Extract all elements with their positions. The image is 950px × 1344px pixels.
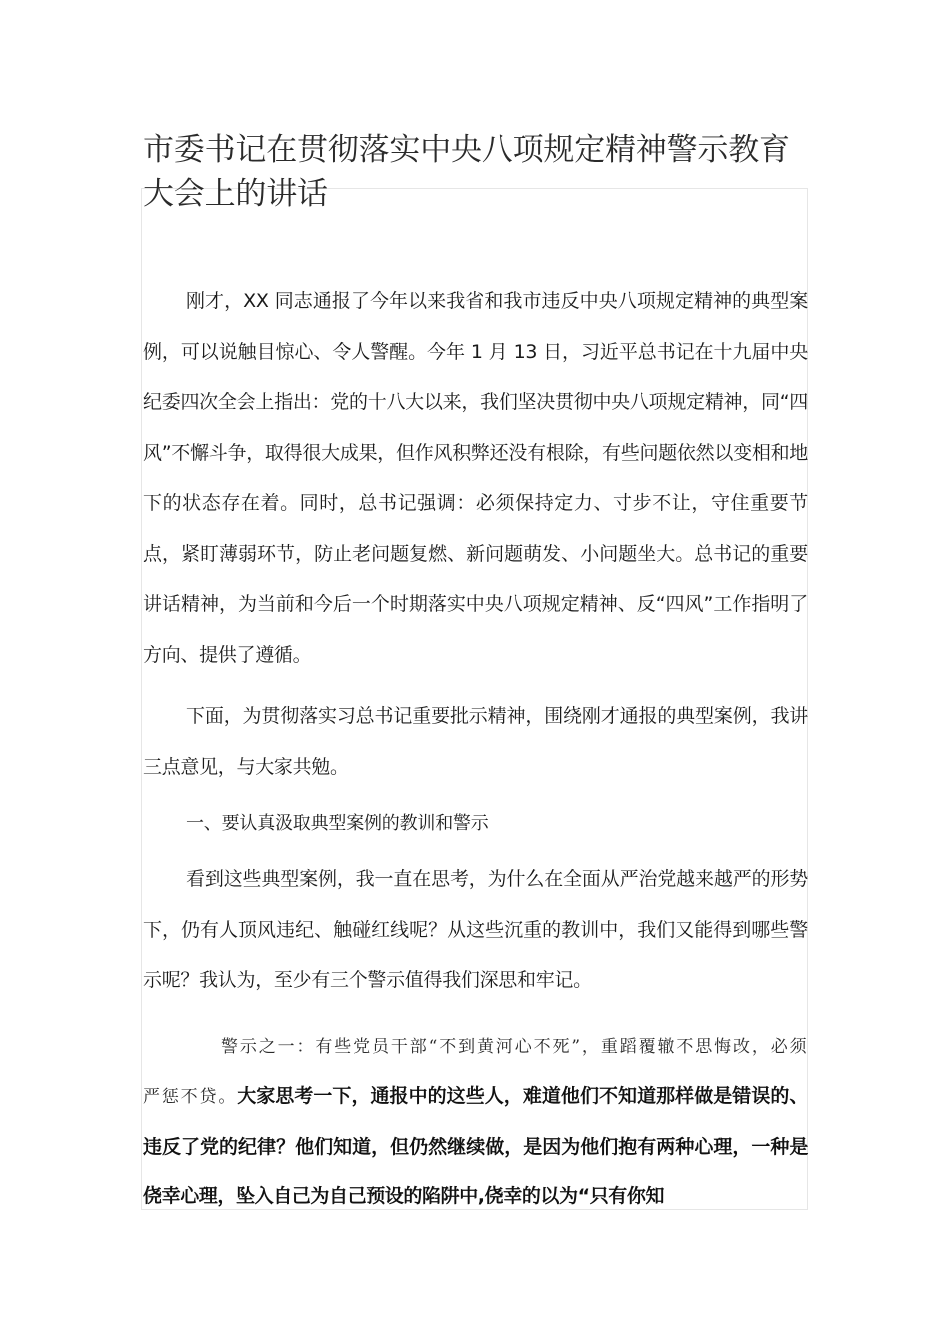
warning-body: 大家思考一下，通报中的这些人，难道他们不知道那样做是错误的、违反了党的纪律？他们知道，但仍然继续做，是因为他们抱有两种心理，一种是侥幸心理，坠入自己为自己预设的陷阱中,侥幸的以为“只有你知 [143,1085,809,1207]
section-heading: 一、要认真汲取典型案例的教训和警示 [186,813,489,834]
paragraph-outline: 下面，为贯彻落实习总书记重要批示精神，围绕刚才通报的典型案例，我讲三点意见，与大家共勉。 [143,705,808,778]
document-title: 市委书记在贯彻落实中央八项规定精神警示教育大会上的讲话 [143,132,790,212]
paragraph-intro: 刚才，XX 同志通报了今年以来我省和我市违反中央八项规定精神的典型案例，可以说触目惊心、令人警醒。今年 1 月 13 日，习近平总书记在十九届中央纪委四次全会上指出：党的十八大以来，我们坚决贯彻中央八项规定精神，同“四风”不懈斗争，取得很大成果，但作风积弊还没有根除，有些问题依然以变相和地下的状态存在着。同时，总书记强调：必须保持定力、寸步不让，守住重要节点，紧盯薄弱环节，防止老问题复燃、新问题萌发、小问题坐大。总书记的重要讲话精神，为当前和今后一个时期落实中央八项规定精神、反“四风”工作指明了方向、提供了遵循。 [143,290,808,666]
warning-lead: 警示之一：有些党员干部“不到黄河心不死”，重蹈覆辙不思悔改，必须严惩不贷。 [143,1036,808,1107]
document-body [143,128,808,1222]
paragraph-section-one: 看到这些典型案例，我一直在思考，为什么在全面从严治党越来越严的形势下，仍有人顶风违纪、触碰红线呢？从这些沉重的教训中，我们又能得到哪些警示呢？我认为，至少有三个警示值得我们深思和牢记。 [143,868,808,991]
paragraph-warning-one [143,1022,808,1222]
